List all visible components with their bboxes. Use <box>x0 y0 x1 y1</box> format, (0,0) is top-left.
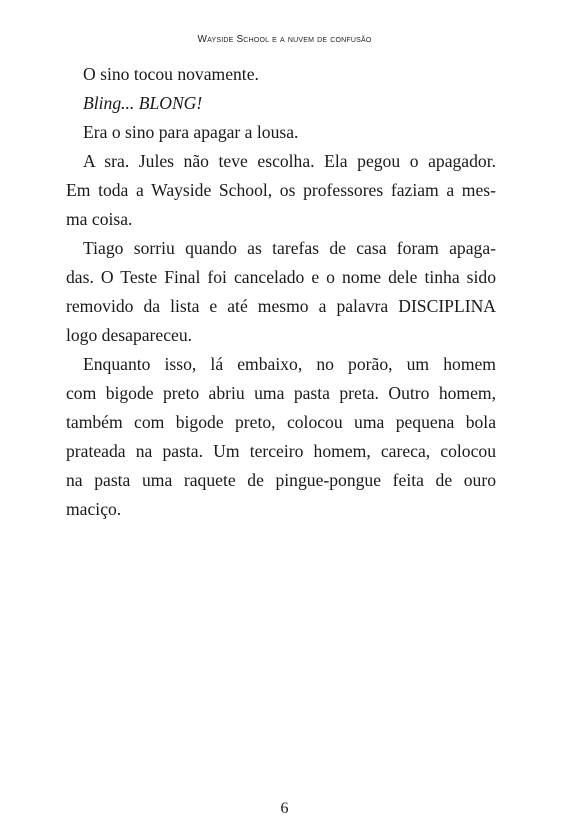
paragraph <box>66 350 496 524</box>
text-line: Era o sino para apagar a lousa. <box>83 122 299 142</box>
body-text <box>66 60 496 524</box>
paragraph <box>66 118 496 147</box>
text-line: também com bigode preto, colocou uma pequena bola <box>66 412 496 432</box>
page-number: 6 <box>280 800 289 817</box>
paragraph <box>66 234 496 350</box>
text-line: Enquanto isso, lá embaixo, no porão, um homem <box>83 354 496 374</box>
text-line: O sino tocou novamente. <box>83 64 259 84</box>
text-line: ma coisa. <box>66 209 133 229</box>
text-line: das. O Teste Final foi cancelado e o nome dele tinha sido <box>66 267 496 287</box>
text-line: Tiago sorriu quando as tarefas de casa foram apaga- <box>83 238 496 258</box>
paragraph <box>66 147 496 234</box>
text-line: na pasta uma raquete de pingue-pongue feita de ouro <box>66 470 496 490</box>
text-line: Bling... BLONG! <box>83 93 203 113</box>
text-line: logo desapareceu. <box>66 325 193 345</box>
paragraph-italic <box>66 89 496 118</box>
text-line: removido da lista e até mesmo a palavra DISCIPLINA <box>66 296 496 316</box>
text-line: maciço. <box>66 499 122 519</box>
paragraph <box>66 60 496 89</box>
text-line: A sra. Jules não teve escolha. Ela pegou o apagador. <box>83 151 496 171</box>
text-line: Em toda a Wayside School, os professores faziam a mes- <box>66 180 496 200</box>
running-head: Wayside School e a nuvem de confusão <box>197 34 372 45</box>
text-line: com bigode preto abriu uma pasta preta. Outro homem, <box>66 383 496 403</box>
text-line: prateada na pasta. Um terceiro homem, careca, colocou <box>66 441 496 461</box>
